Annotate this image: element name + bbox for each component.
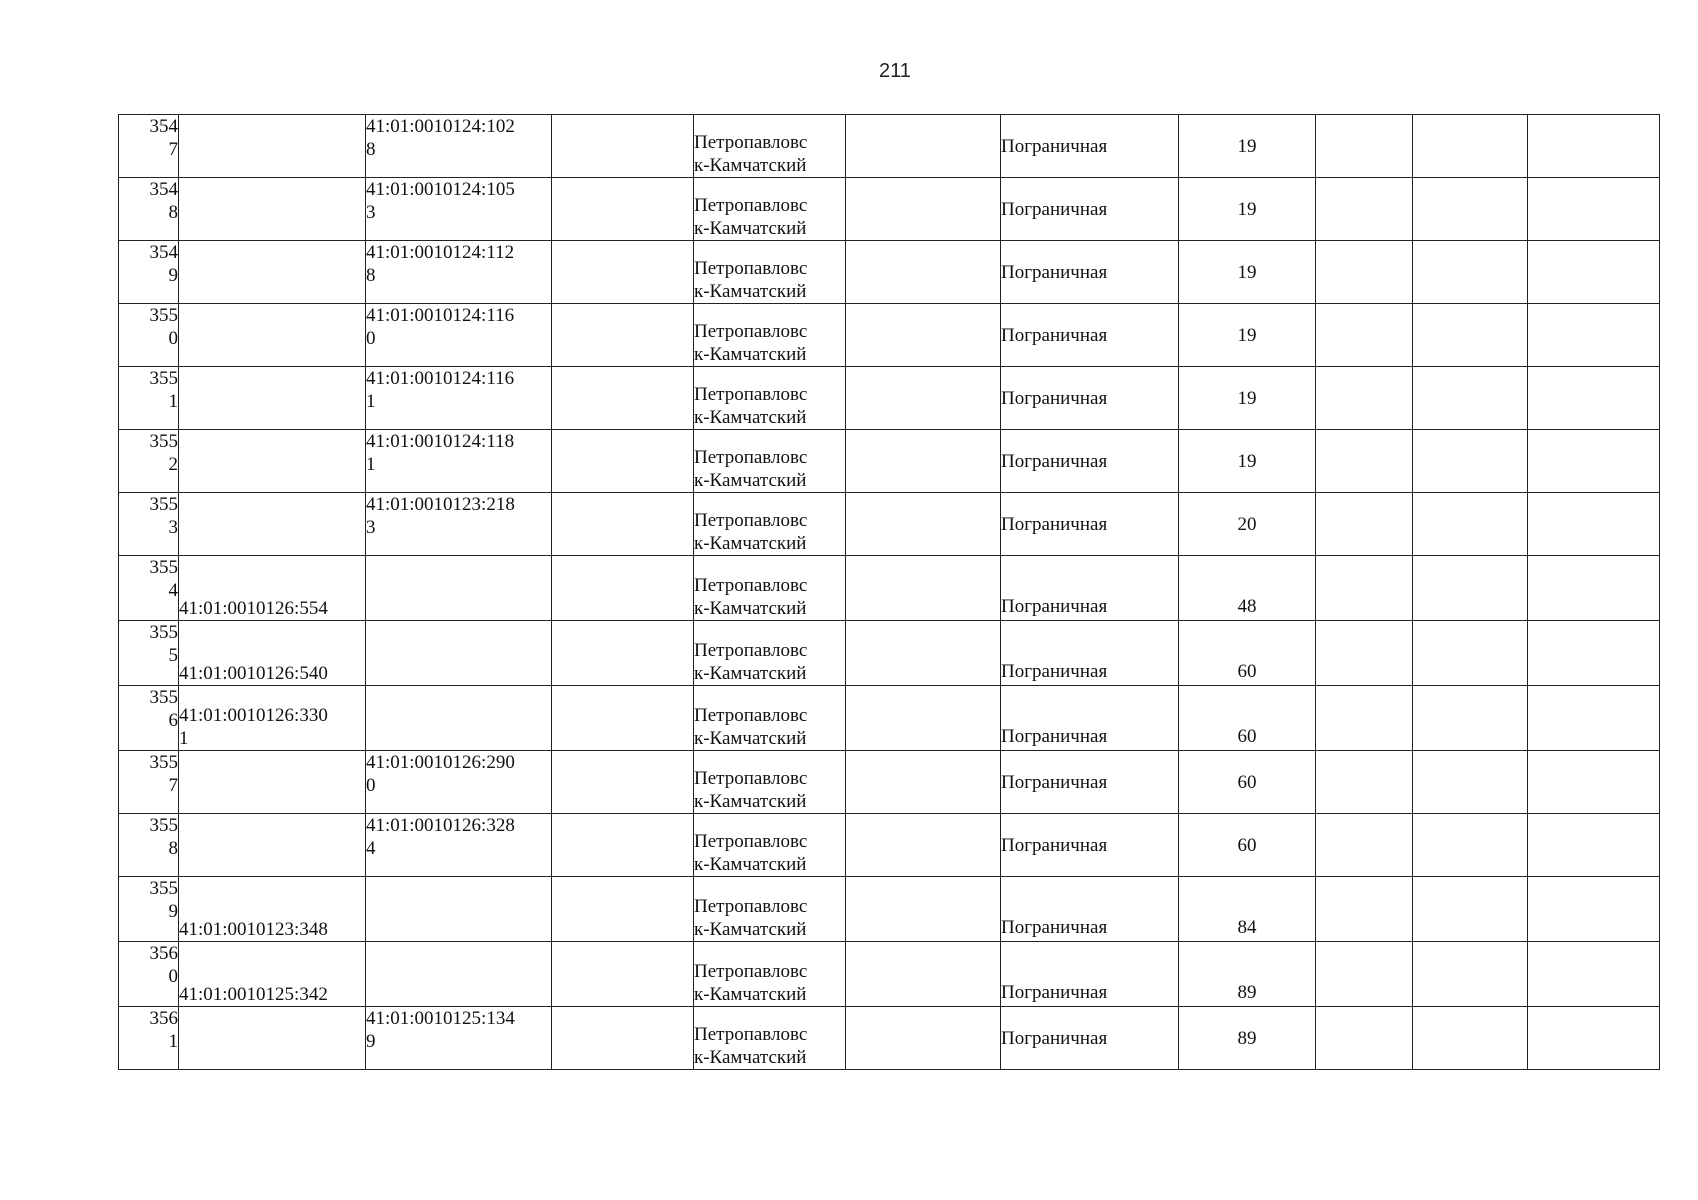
city-name-part: к-Камчатский (694, 155, 807, 176)
cadastral-land-cell (179, 1007, 366, 1070)
row-number-part: 356 (149, 943, 178, 964)
row-number-part: 355 (149, 494, 178, 515)
table-row (119, 942, 1660, 1007)
city-name-part: к-Камчатский (694, 728, 807, 749)
cadastral-object-cell (366, 621, 552, 686)
row-number-cell (119, 556, 179, 621)
empty-cell (1413, 115, 1528, 178)
empty-cell (1316, 686, 1413, 751)
street-cell: Пограничная (1001, 367, 1179, 430)
city-cell (694, 493, 846, 556)
house-number-cell: 20 (1179, 493, 1316, 556)
cadastral-object-number: 41:01:0010124:105 (366, 179, 515, 200)
empty-cell (846, 367, 1001, 430)
empty-cell (552, 751, 694, 814)
cadastral-object-number-cont: 3 (366, 517, 376, 538)
empty-cell (1316, 751, 1413, 814)
city-name-part: к-Камчатский (694, 919, 807, 940)
cadastral-object-number-cont: 8 (366, 265, 376, 286)
city-name-part: Петропавловс (694, 321, 808, 342)
street-cell: Пограничная (1001, 814, 1179, 877)
city-cell (694, 115, 846, 178)
registry-table (118, 114, 1660, 1070)
city-name-part: к-Камчатский (694, 218, 807, 239)
empty-cell (552, 556, 694, 621)
city-cell (694, 877, 846, 942)
table-row (119, 304, 1660, 367)
row-number-part: 354 (149, 179, 178, 200)
cadastral-land-cell (179, 814, 366, 877)
row-number-part: 0 (168, 328, 178, 349)
city-name-part: к-Камчатский (694, 598, 807, 619)
empty-cell (1528, 178, 1660, 241)
empty-cell (846, 304, 1001, 367)
house-number-cell: 60 (1179, 814, 1316, 877)
empty-cell (1528, 1007, 1660, 1070)
cadastral-object-cell (366, 178, 552, 241)
empty-cell (552, 814, 694, 877)
empty-cell (1528, 367, 1660, 430)
table-row (119, 556, 1660, 621)
row-number-part: 3 (168, 517, 178, 538)
cadastral-land-cell (179, 115, 366, 178)
cadastral-land-cell (179, 621, 366, 686)
street-cell: Пограничная (1001, 493, 1179, 556)
house-number-cell: 48 (1179, 556, 1316, 621)
house-number-cell: 19 (1179, 430, 1316, 493)
city-name-part: Петропавловс (694, 195, 808, 216)
empty-cell (552, 493, 694, 556)
empty-cell (1316, 430, 1413, 493)
row-number-part: 4 (168, 580, 178, 601)
house-number-cell: 60 (1179, 621, 1316, 686)
street-cell: Пограничная (1001, 877, 1179, 942)
city-name-part: Петропавловс (694, 447, 808, 468)
cadastral-object-number: 41:01:0010126:290 (366, 752, 515, 773)
city-name-part: Петропавловс (694, 1024, 808, 1045)
city-cell (694, 304, 846, 367)
table-row (119, 493, 1660, 556)
city-name-part: Петропавловс (694, 132, 808, 153)
row-number-cell (119, 751, 179, 814)
row-number-part: 2 (168, 454, 178, 475)
row-number-cell (119, 814, 179, 877)
empty-cell (846, 430, 1001, 493)
street-cell: Пограничная (1001, 751, 1179, 814)
cadastral-object-number-cont: 8 (366, 139, 376, 160)
empty-cell (846, 1007, 1001, 1070)
empty-cell (552, 1007, 694, 1070)
row-number-part: 355 (149, 557, 178, 578)
cadastral-land-number: 41:01:0010125:342 (179, 984, 328, 1005)
empty-cell (552, 178, 694, 241)
street-cell: Пограничная (1001, 556, 1179, 621)
row-number-cell (119, 1007, 179, 1070)
empty-cell (1316, 621, 1413, 686)
empty-cell (1413, 814, 1528, 877)
row-number-part: 9 (168, 901, 178, 922)
city-name-part: к-Камчатский (694, 984, 807, 1005)
cadastral-object-cell (366, 556, 552, 621)
cadastral-object-number-cont: 0 (366, 328, 376, 349)
street-cell: Пограничная (1001, 115, 1179, 178)
city-name-part: к-Камчатский (694, 533, 807, 554)
cadastral-object-number-cont: 1 (366, 391, 376, 412)
city-name-part: к-Камчатский (694, 1047, 807, 1068)
table-row (119, 430, 1660, 493)
row-number-cell (119, 178, 179, 241)
city-cell (694, 241, 846, 304)
row-number-part: 1 (168, 391, 178, 412)
cadastral-object-cell (366, 942, 552, 1007)
house-number-cell: 84 (1179, 877, 1316, 942)
street-cell: Пограничная (1001, 430, 1179, 493)
empty-cell (1316, 241, 1413, 304)
row-number-cell (119, 115, 179, 178)
empty-cell (1413, 178, 1528, 241)
row-number-cell (119, 304, 179, 367)
empty-cell (1528, 115, 1660, 178)
empty-cell (1316, 178, 1413, 241)
city-cell (694, 751, 846, 814)
empty-cell (1528, 814, 1660, 877)
cadastral-object-cell (366, 430, 552, 493)
empty-cell (846, 115, 1001, 178)
row-number-cell (119, 621, 179, 686)
cadastral-object-cell (366, 241, 552, 304)
empty-cell (1316, 877, 1413, 942)
cadastral-land-number-cont: 1 (179, 728, 189, 749)
city-name-part: к-Камчатский (694, 281, 807, 302)
row-number-part: 0 (168, 966, 178, 987)
row-number-part: 355 (149, 305, 178, 326)
empty-cell (1316, 814, 1413, 877)
empty-cell (552, 367, 694, 430)
cadastral-object-number: 41:01:0010126:328 (366, 815, 515, 836)
empty-cell (1413, 751, 1528, 814)
row-number-part: 354 (149, 242, 178, 263)
cadastral-land-number: 41:01:0010126:540 (179, 663, 328, 684)
empty-cell (846, 621, 1001, 686)
empty-cell (846, 877, 1001, 942)
row-number-part: 6 (168, 710, 178, 731)
city-cell (694, 556, 846, 621)
city-name-part: Петропавловс (694, 705, 808, 726)
table-row (119, 814, 1660, 877)
street-cell: Пограничная (1001, 621, 1179, 686)
city-name-part: к-Камчатский (694, 344, 807, 365)
empty-cell (1316, 942, 1413, 1007)
row-number-part: 356 (149, 1008, 178, 1029)
cadastral-object-cell (366, 751, 552, 814)
empty-cell (1316, 493, 1413, 556)
empty-cell (1413, 942, 1528, 1007)
empty-cell (1316, 1007, 1413, 1070)
city-name-part: Петропавловс (694, 961, 808, 982)
house-number-cell: 19 (1179, 241, 1316, 304)
city-cell (694, 367, 846, 430)
empty-cell (1316, 556, 1413, 621)
empty-cell (1413, 1007, 1528, 1070)
empty-cell (1528, 304, 1660, 367)
empty-cell (846, 241, 1001, 304)
empty-cell (552, 877, 694, 942)
city-name-part: к-Камчатский (694, 791, 807, 812)
empty-cell (1528, 751, 1660, 814)
row-number-part: 355 (149, 368, 178, 389)
empty-cell (1413, 241, 1528, 304)
empty-cell (1528, 493, 1660, 556)
empty-cell (1528, 430, 1660, 493)
empty-cell (1316, 115, 1413, 178)
house-number-cell: 89 (1179, 942, 1316, 1007)
empty-cell (1528, 877, 1660, 942)
city-name-part: к-Камчатский (694, 407, 807, 428)
table-row (119, 241, 1660, 304)
empty-cell (552, 621, 694, 686)
table-row (119, 115, 1660, 178)
cadastral-land-number: 41:01:0010123:348 (179, 919, 328, 940)
row-number-part: 8 (168, 838, 178, 859)
row-number-cell (119, 877, 179, 942)
city-cell (694, 814, 846, 877)
cadastral-land-number: 41:01:0010126:554 (179, 598, 328, 619)
house-number-cell: 19 (1179, 304, 1316, 367)
table-row (119, 367, 1660, 430)
table-row (119, 621, 1660, 686)
empty-cell (846, 751, 1001, 814)
cadastral-land-cell (179, 367, 366, 430)
cadastral-object-cell (366, 367, 552, 430)
empty-cell (552, 686, 694, 751)
city-name-part: Петропавловс (694, 384, 808, 405)
cadastral-land-cell (179, 493, 366, 556)
empty-cell (552, 430, 694, 493)
row-number-part: 355 (149, 752, 178, 773)
row-number-cell (119, 493, 179, 556)
cadastral-land-cell (179, 556, 366, 621)
empty-cell (1413, 877, 1528, 942)
cadastral-object-number-cont: 0 (366, 775, 376, 796)
empty-cell (552, 304, 694, 367)
table-row (119, 178, 1660, 241)
row-number-cell (119, 686, 179, 751)
house-number-cell: 19 (1179, 367, 1316, 430)
row-number-part: 354 (149, 116, 178, 137)
row-number-part: 355 (149, 622, 178, 643)
city-cell (694, 621, 846, 686)
table-row (119, 751, 1660, 814)
empty-cell (1316, 304, 1413, 367)
empty-cell (1528, 942, 1660, 1007)
row-number-part: 7 (168, 775, 178, 796)
empty-cell (846, 493, 1001, 556)
empty-cell (1413, 367, 1528, 430)
empty-cell (1413, 621, 1528, 686)
empty-cell (1528, 686, 1660, 751)
empty-cell (1413, 430, 1528, 493)
cadastral-land-cell (179, 877, 366, 942)
registry-body (119, 115, 1660, 1070)
cadastral-land-cell (179, 304, 366, 367)
cadastral-object-number: 41:01:0010124:118 (366, 431, 515, 452)
empty-cell (1528, 556, 1660, 621)
row-number-part: 355 (149, 431, 178, 452)
street-cell: Пограничная (1001, 942, 1179, 1007)
cadastral-object-cell (366, 115, 552, 178)
empty-cell (846, 942, 1001, 1007)
cadastral-object-cell (366, 1007, 552, 1070)
cadastral-object-number: 41:01:0010124:112 (366, 242, 515, 263)
cadastral-object-number: 41:01:0010123:218 (366, 494, 515, 515)
street-cell: Пограничная (1001, 241, 1179, 304)
city-name-part: Петропавловс (694, 768, 808, 789)
house-number-cell: 19 (1179, 115, 1316, 178)
cadastral-object-number: 41:01:0010124:102 (366, 116, 515, 137)
empty-cell (1413, 556, 1528, 621)
empty-cell (846, 814, 1001, 877)
cadastral-object-number-cont: 4 (366, 838, 376, 859)
empty-cell (846, 556, 1001, 621)
empty-cell (1528, 241, 1660, 304)
cadastral-object-number: 41:01:0010125:134 (366, 1008, 515, 1029)
row-number-part: 355 (149, 815, 178, 836)
city-name-part: Петропавловс (694, 575, 808, 596)
house-number-cell: 60 (1179, 751, 1316, 814)
empty-cell (1413, 686, 1528, 751)
street-cell: Пограничная (1001, 304, 1179, 367)
cadastral-land-number: 41:01:0010126:330 (179, 705, 328, 726)
cadastral-object-cell (366, 814, 552, 877)
city-cell (694, 942, 846, 1007)
empty-cell (1528, 621, 1660, 686)
row-number-cell (119, 942, 179, 1007)
cadastral-object-cell (366, 686, 552, 751)
row-number-cell (119, 430, 179, 493)
cadastral-land-cell (179, 942, 366, 1007)
city-cell (694, 430, 846, 493)
empty-cell (1413, 304, 1528, 367)
empty-cell (846, 686, 1001, 751)
page-number: 211 (879, 60, 911, 82)
city-name-part: Петропавловс (694, 510, 808, 531)
house-number-cell: 60 (1179, 686, 1316, 751)
cadastral-object-number-cont: 9 (366, 1031, 376, 1052)
city-name-part: Петропавловс (694, 831, 808, 852)
cadastral-land-cell (179, 241, 366, 304)
table-row (119, 1007, 1660, 1070)
row-number-part: 355 (149, 878, 178, 899)
row-number-cell (119, 241, 179, 304)
house-number-cell: 19 (1179, 178, 1316, 241)
cadastral-object-number: 41:01:0010124:116 (366, 368, 515, 389)
cadastral-land-cell (179, 686, 366, 751)
city-name-part: к-Камчатский (694, 663, 807, 684)
empty-cell (846, 178, 1001, 241)
empty-cell (552, 115, 694, 178)
city-cell (694, 1007, 846, 1070)
city-cell (694, 178, 846, 241)
street-cell: Пограничная (1001, 178, 1179, 241)
cadastral-object-cell (366, 304, 552, 367)
table-row (119, 877, 1660, 942)
cadastral-object-cell (366, 493, 552, 556)
empty-cell (1413, 493, 1528, 556)
city-cell (694, 686, 846, 751)
city-name-part: Петропавловс (694, 896, 808, 917)
row-number-part: 9 (168, 265, 178, 286)
house-number-cell: 89 (1179, 1007, 1316, 1070)
cadastral-land-cell (179, 751, 366, 814)
row-number-part: 5 (168, 645, 178, 666)
empty-cell (1316, 367, 1413, 430)
cadastral-land-cell (179, 178, 366, 241)
row-number-part: 355 (149, 687, 178, 708)
cadastral-object-number: 41:01:0010124:116 (366, 305, 515, 326)
cadastral-object-number-cont: 1 (366, 454, 376, 475)
city-name-part: к-Камчатский (694, 470, 807, 491)
empty-cell (552, 942, 694, 1007)
city-name-part: Петропавловс (694, 640, 808, 661)
row-number-part: 7 (168, 139, 178, 160)
row-number-cell (119, 367, 179, 430)
empty-cell (552, 241, 694, 304)
cadastral-object-cell (366, 877, 552, 942)
street-cell: Пограничная (1001, 1007, 1179, 1070)
row-number-part: 1 (168, 1031, 178, 1052)
cadastral-object-number-cont: 3 (366, 202, 376, 223)
city-name-part: Петропавловс (694, 258, 808, 279)
row-number-part: 8 (168, 202, 178, 223)
table-row (119, 686, 1660, 751)
cadastral-land-cell (179, 430, 366, 493)
street-cell: Пограничная (1001, 686, 1179, 751)
city-name-part: к-Камчатский (694, 854, 807, 875)
